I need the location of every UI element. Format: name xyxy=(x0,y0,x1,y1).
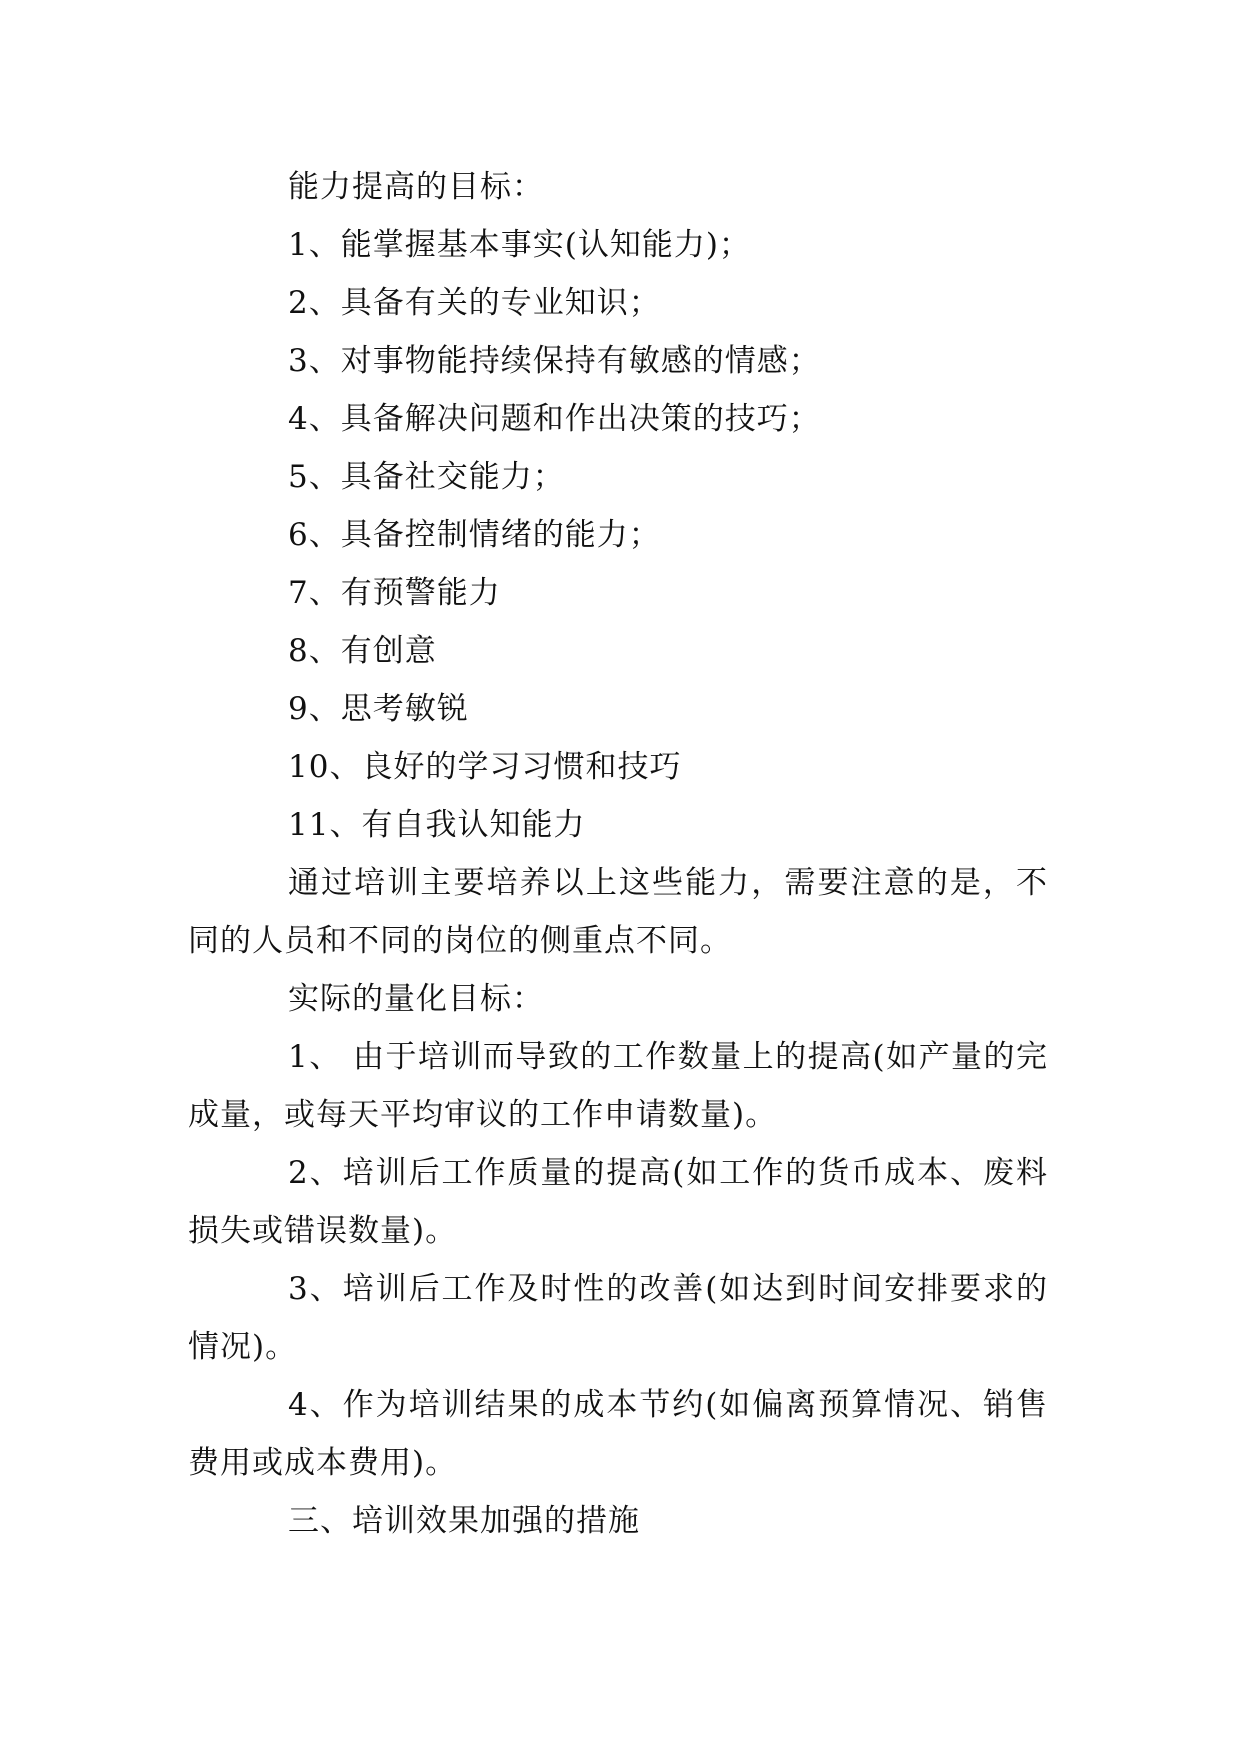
list-item-9: 9、思考敏锐 xyxy=(288,691,469,727)
list-item-8: 8、有创意 xyxy=(288,633,437,669)
list-item-6: 6、具备控制情绪的能力； xyxy=(288,517,661,553)
list-item-7: 7、有预警能力 xyxy=(288,575,501,611)
list-item-2: 2、具备有关的专业知识； xyxy=(288,285,661,321)
quantified-goal-3: 3、培训后工作及时性的改善(如达到时间安排要求的情况)。 xyxy=(188,1271,1048,1365)
list-item-1: 1、能掌握基本事实(认知能力)； xyxy=(288,227,751,263)
list-item-4: 4、具备解决问题和作出决策的技巧； xyxy=(288,401,821,437)
list-item-11: 11、有自我认知能力 xyxy=(288,807,586,843)
section-heading-3: 三、培训效果加强的措施 xyxy=(288,1503,640,1539)
document-body xyxy=(188,158,1048,1550)
quantified-goal-2: 2、培训后工作质量的提高(如工作的货币成本、废料损失或错误数量)。 xyxy=(188,1155,1048,1249)
quantified-goal-4: 4、作为培训结果的成本节约(如偏离预算情况、销售费用或成本费用)。 xyxy=(188,1387,1048,1481)
quantified-goal-1: 1、 由于培训而导致的工作数量上的提高(如产量的完成量，或每天平均审议的工作申请数量)。 xyxy=(188,1039,1048,1133)
list-item-5: 5、具备社交能力； xyxy=(288,459,565,495)
paragraph-training-summary: 通过培训主要培养以上这些能力，需要注意的是，不同的人员和不同的岗位的侧重点不同。 xyxy=(188,865,1048,959)
list-item-3: 3、对事物能持续保持有敏感的情感； xyxy=(288,343,821,379)
paragraph-ability-goals-heading: 能力提高的目标： xyxy=(288,169,544,205)
paragraph-quantified-goals-heading: 实际的量化目标： xyxy=(288,981,544,1017)
list-item-10: 10、良好的学习习惯和技巧 xyxy=(288,749,682,785)
